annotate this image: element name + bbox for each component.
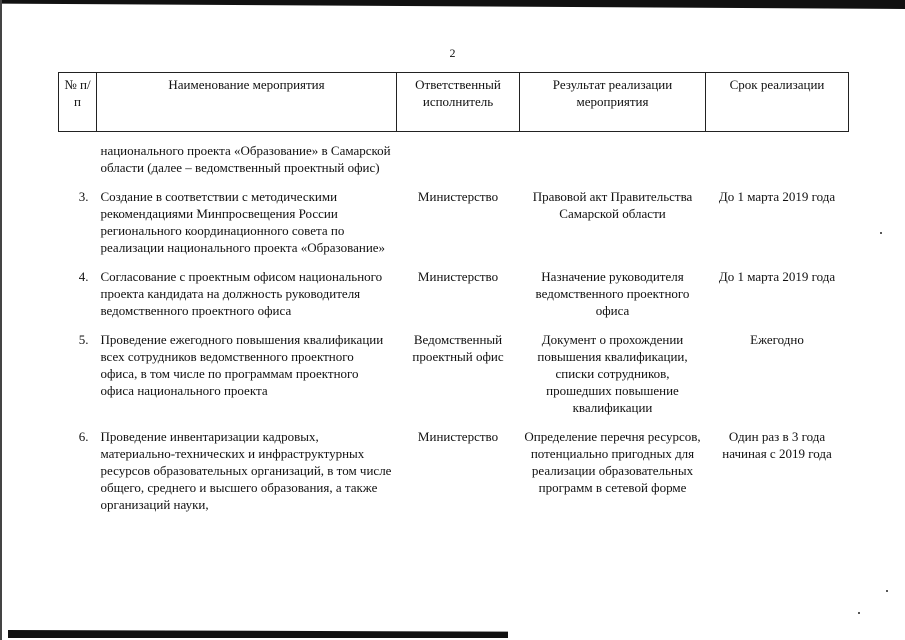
cell-result: Правовой акт Правительства Самарской области — [532, 189, 693, 221]
cell-executor: Министерство — [417, 189, 499, 204]
header-name: Наименование мероприятия — [97, 73, 397, 132]
measures-table — [58, 72, 849, 525]
cell-name: Проведение ежегодного повышения квалификации всех сотрудников ведомственного проектного офиса, в том числе по программам проектного офиса национального проекта — [100, 332, 384, 398]
scan-speck — [858, 612, 860, 614]
header-result: Результат реализации мероприятия — [520, 73, 706, 132]
header-term: Срок реализации — [706, 73, 849, 132]
table-row — [59, 268, 849, 331]
cell-executor — [397, 132, 520, 189]
cell-num: 3. — [78, 189, 89, 204]
cell-num: 6. — [78, 429, 89, 444]
scan-speck — [880, 232, 882, 234]
cell-executor: Министерство — [417, 429, 499, 444]
cell-executor: Министерство — [417, 269, 499, 284]
cell-name: Согласование с проектным офисом национального проекта кандидата на должность руководителя ведомственного проектного офиса — [100, 269, 383, 318]
table-row-continuation — [59, 132, 849, 189]
cell-term: До 1 марта 2019 года — [718, 189, 836, 204]
cell-name: Проведение инвентаризации кадровых, материально-технических и инфраструктурных ресурсов образовательных организаций, в том числе общего, среднего и высшего образования, а также организаций науки, — [100, 429, 392, 512]
cell-result: Документ о прохождении повышения квалификации, списки сотрудников, прошедших повышение квалификации — [537, 332, 688, 415]
cell-term: Один раз в 3 года начиная с 2019 года — [722, 429, 832, 461]
page-number: 2 — [449, 46, 456, 60]
cell-result: Назначение руководителя ведомственного проектного офиса — [535, 269, 690, 318]
table-row — [59, 428, 849, 525]
cell-result: Определение перечня ресурсов, потенциально пригодных для реализации образовательных программ в сетевой форме — [524, 429, 701, 495]
cell-name: Создание в соответствии с методическими рекомендациями Минпросвещения России регионального координационного совета по реализации национального проекта «Образование» — [100, 189, 386, 255]
table-row — [59, 188, 849, 268]
header-executor: Ответственный исполнитель — [397, 73, 520, 132]
header-num: № п/п — [59, 73, 97, 132]
cell-name: национального проекта «Образование» в Самарской области (далее – ведомственный проектный офис) — [100, 143, 391, 175]
scan-speck — [886, 590, 888, 592]
cell-result — [520, 132, 706, 189]
scan-border-top — [0, 0, 905, 9]
scan-border-left — [0, 0, 2, 640]
cell-term: До 1 марта 2019 года — [718, 269, 836, 284]
cell-term: Ежегодно — [750, 332, 804, 347]
cell-term — [706, 132, 849, 189]
table-header-row — [59, 73, 849, 132]
scan-border-bottom — [8, 630, 508, 638]
table-row — [59, 331, 849, 428]
cell-num — [59, 132, 97, 189]
cell-executor: Ведомственный проектный офис — [412, 332, 504, 364]
cell-num: 4. — [78, 269, 89, 284]
cell-num: 5. — [78, 332, 89, 347]
